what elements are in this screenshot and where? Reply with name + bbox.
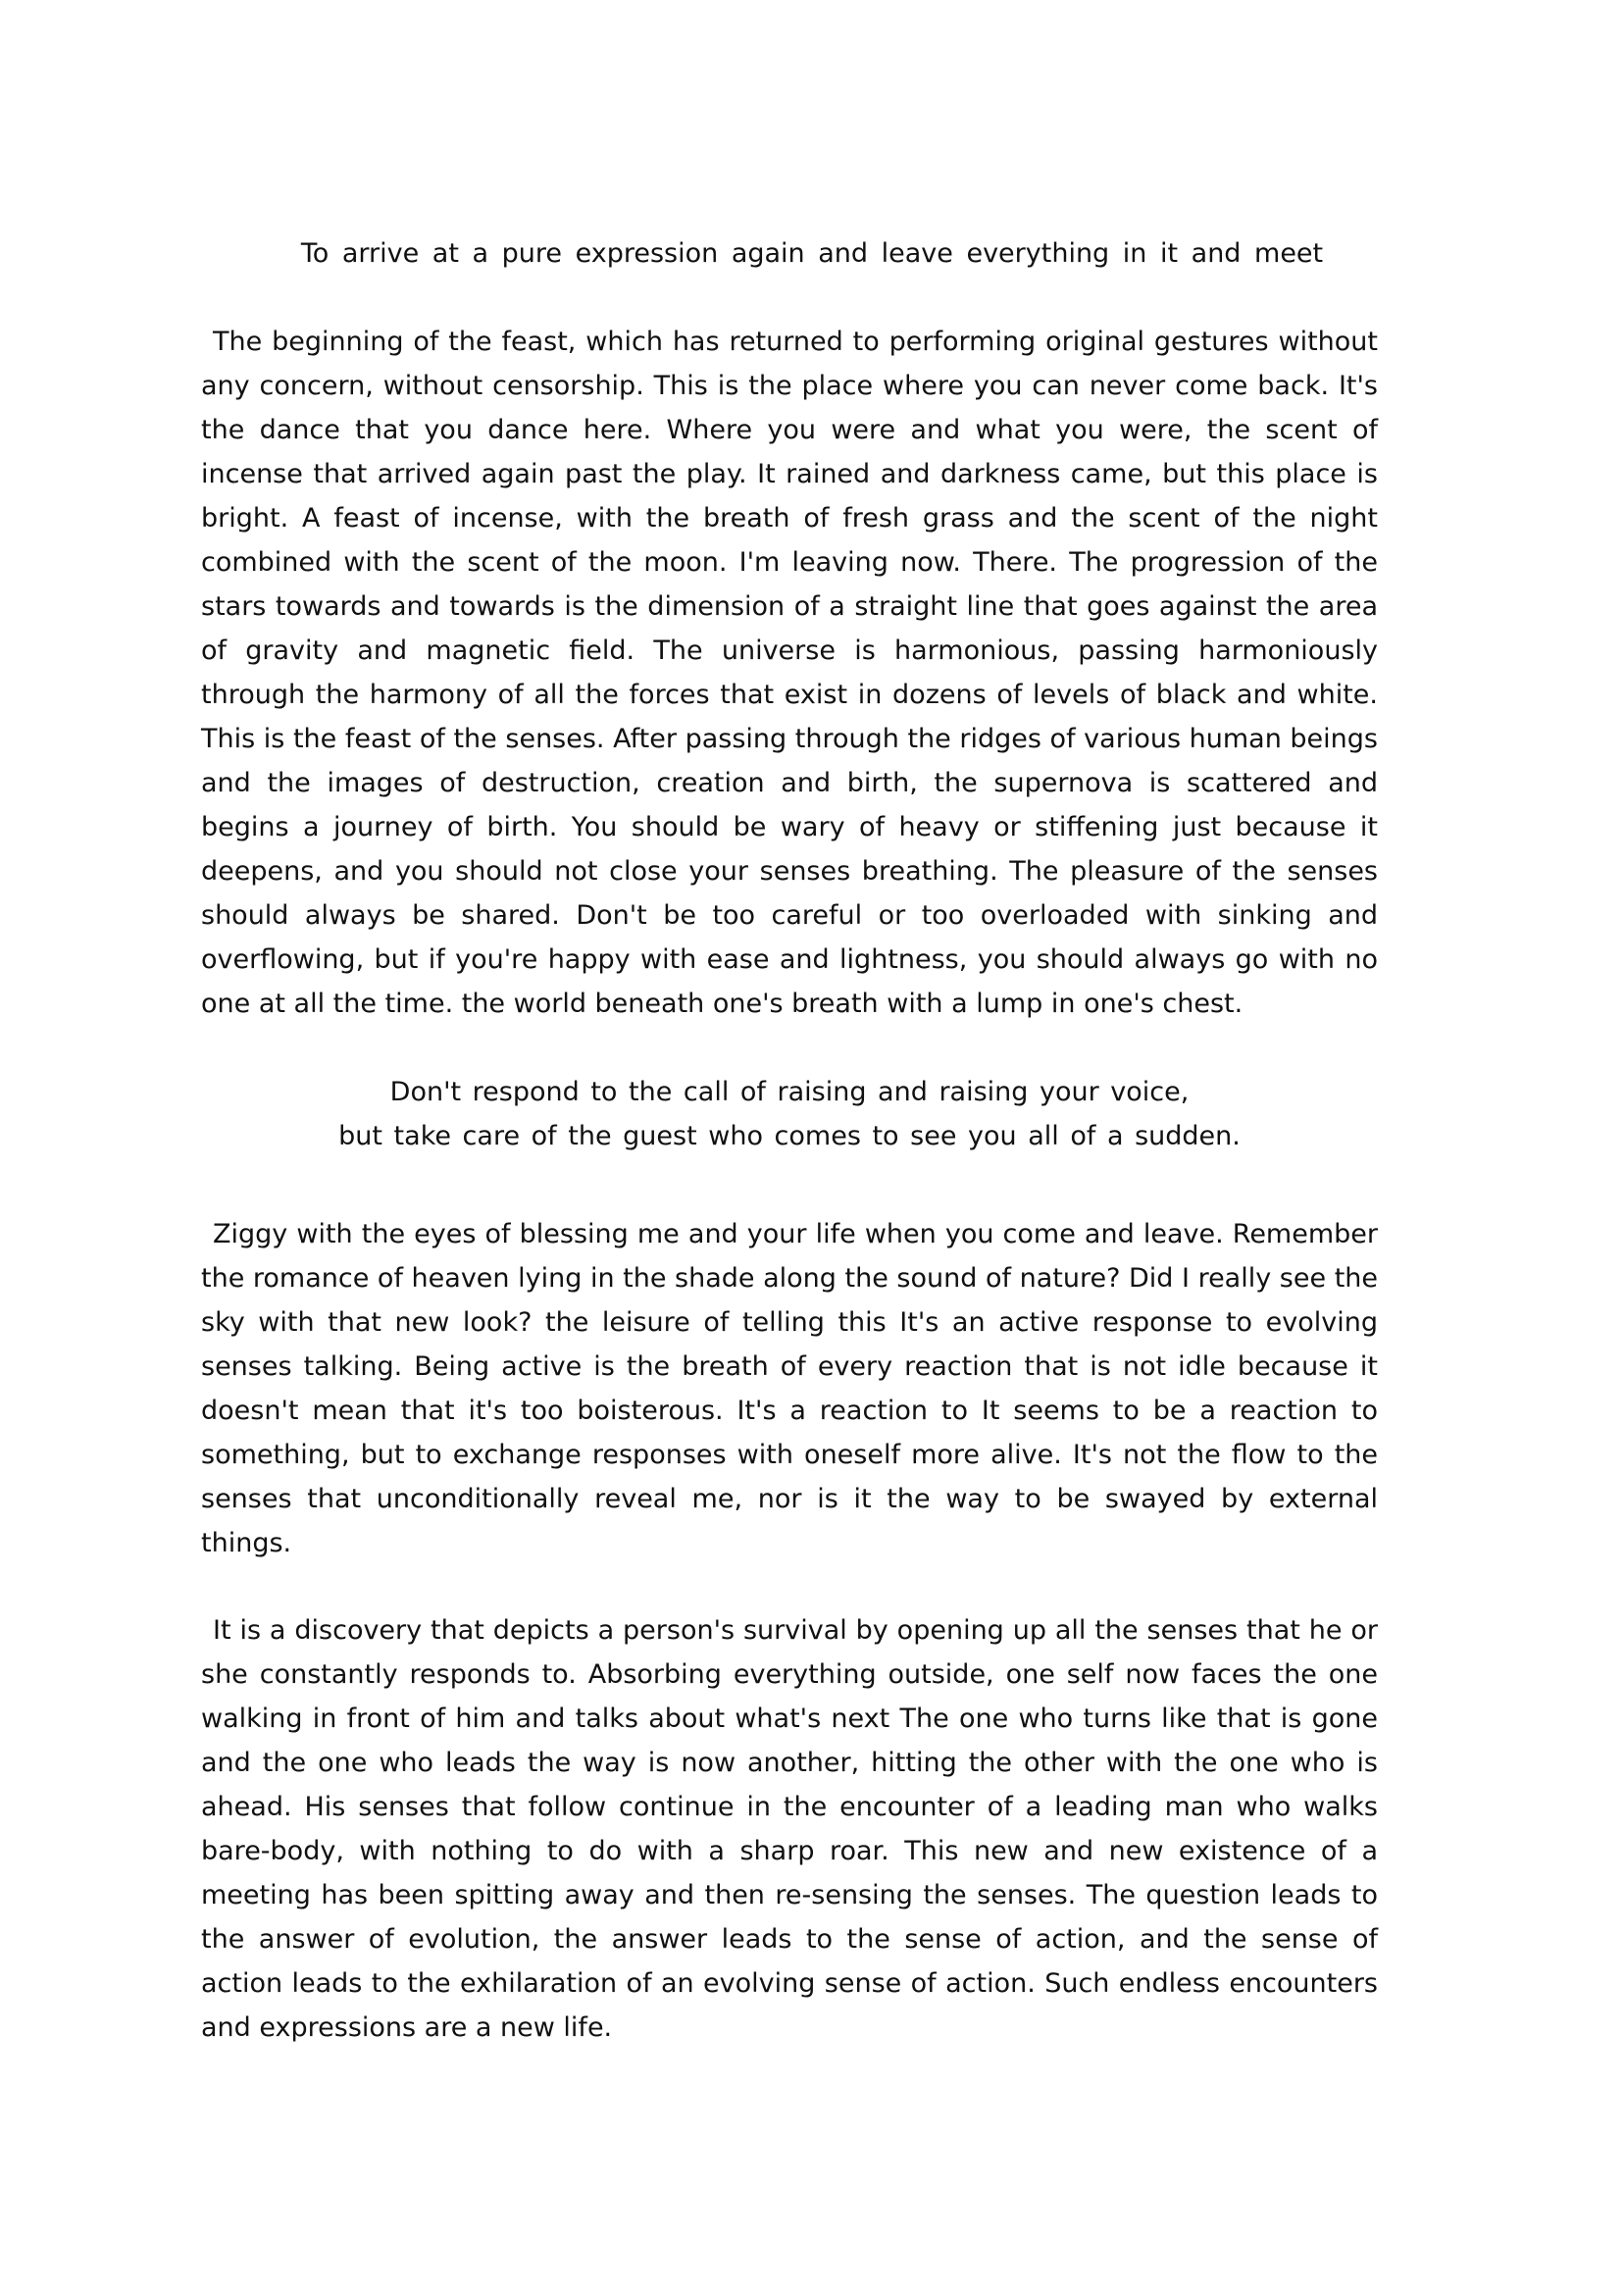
paragraph-feast: The beginning of the feast, which has returned to performing original gestures without any concern, without censorship. This is the place where you can never come back. It's the dance that you dance here. Where you were and what you were, the scent of incense that arrived again past the play. It rained and darkness came, but this place is bright. A feast of incense, with the breath of fresh grass and the scent of the night combined with the scent of the moon. I'm leaving now. There. The progression of the stars towards and towards is the dimension of a straight line that goes against the area of gravity and magnetic field. The universe is harmonious, passing harmoniously through the harmony of all the forces that exist in dozens of levels of black and white. This is the feast of the senses. After passing through the ridges of various human beings and the images of destruction, creation and birth, the supernova is scattered and begins a journey of birth. You should be wary of heavy or stiffening just because it deepens, and you should not close your senses breathing. The pleasure of the senses should always be shared. Don't be too careful or too overloaded with sinking and overflowing, but if you're happy with ease and lightness, you should always go with no one at all the time. the world beneath one's breath with a lump in one's chest. (201, 327, 1378, 1019)
paragraph-discovery: It is a discovery that depicts a person's survival by opening up all the senses that he or she constantly responds to. Absorbing everything outside, one self now faces the one walking in front of him and talks about what's next The one who turns like that is gone and the one who leads the way is now another, hitting the other with the one who is ahead. His senses that follow continue in the encounter of a leading man who walks bare-body, with nothing to do with a sharp roar. This new and new existence of a meeting has been spitting away and then re-sensing the senses. The question leads to the answer of evolution, the answer leads to the sense of action, and the sense of action leads to the exhilaration of an evolving sense of action. Such endless encounters and expressions are a new life. (201, 1615, 1378, 2043)
centered-quote (201, 1070, 1378, 1158)
quote-line-2: but take care of the guest who comes to see you all of a sudden. (338, 1121, 1241, 1151)
paragraph-ziggy: Ziggy with the eyes of blessing me and your life when you come and leave. Remember the romance of heaven lying in the shade along the sound of nature? Did I really see the sky with that new look? the leisure of telling this It's an active response to evolving senses talking. Being active is the breath of every reaction that is not idle because it doesn't mean that it's too boisterous. It's a reaction to It seems to be a reaction to something, but to exchange responses with oneself more alive. It's not the flow to the senses that unconditionally reveal me, nor is it the way to be swayed by external things. (201, 1219, 1378, 1558)
page-title: To arrive at a pure expression again and leave everything in it and meet (300, 238, 1324, 269)
quote-line-1: Don't respond to the call of raising and raising your voice, (389, 1077, 1190, 1107)
